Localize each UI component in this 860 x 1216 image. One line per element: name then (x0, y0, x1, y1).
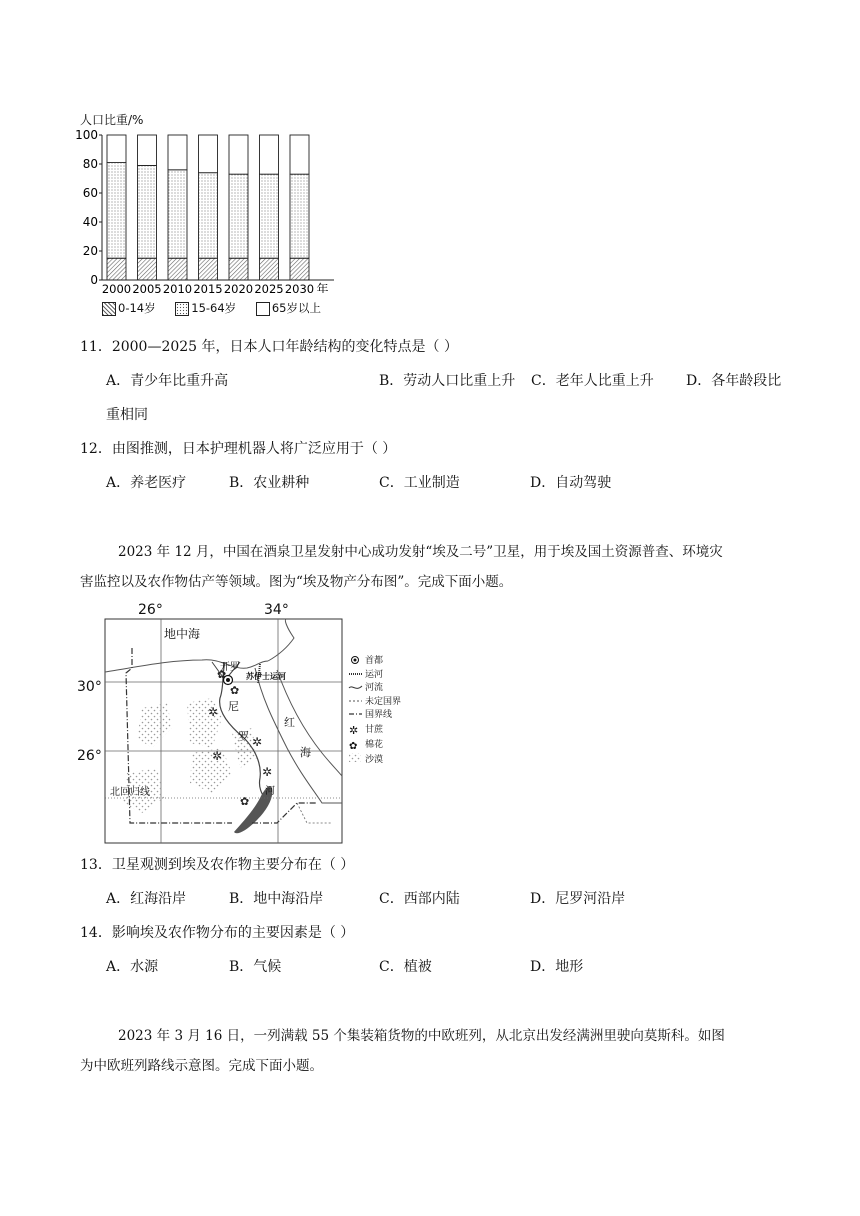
cotton-icon: ✿ (217, 668, 227, 681)
q13-option-b: B．地中海沿岸 (229, 891, 324, 907)
x-axis-unit: 年 (316, 282, 329, 293)
legend-undetermined-border: 未定国界 (365, 697, 402, 707)
label-nile-3: 河 (265, 786, 275, 797)
x-tick-label: 2000 (101, 282, 132, 293)
map-lat-26: 26° (77, 748, 102, 764)
legend-border: 国界线 (365, 710, 393, 720)
legend-desert: 沙漠 (365, 755, 384, 765)
passage-train-line1: 2023 年 3 月 16 日，一列满载 55 个集装箱货物的中欧班列，从北京出发经满洲里驶向莫斯科。如图 (118, 1028, 725, 1044)
question-13-stem: 13．卫星观测到埃及农作物主要分布在（ ） (80, 857, 355, 873)
question-11-stem: 11．2000—2025 年，日本人口年龄结构的变化特点是（ ） (80, 339, 458, 355)
q12-option-c: C．工业制造 (379, 475, 460, 491)
bar-segment-0-14 (138, 258, 157, 280)
x-tick-label: 2020 (223, 282, 254, 293)
legend-item-0-14: 0-14岁 (102, 301, 156, 315)
bar-segment-0-14 (168, 258, 187, 280)
chart-legend (102, 300, 321, 316)
disputed-border (297, 803, 332, 823)
legend-sugarcane-icon: ✲ (349, 724, 359, 737)
sugarcane-icon: ✲ (252, 735, 263, 749)
sinai-coast (268, 619, 294, 661)
q11-option-d: D．各年龄段比 (686, 373, 782, 389)
bar-segment-15-64 (229, 174, 248, 258)
q12-option-b: B．农业耕种 (229, 475, 310, 491)
label-red-sea-2: 海 (300, 746, 311, 759)
legend-cotton-icon: ✿ (349, 741, 358, 752)
y-tick-label: 100 (75, 128, 98, 142)
legend-swatch-15-64 (175, 302, 189, 316)
passage-train-line2: 为中欧班列路线示意图。完成下面小题。 (80, 1058, 323, 1074)
label-mediterranean: 地中海 (164, 627, 201, 641)
label-tropic: 北回归线 (110, 787, 150, 798)
legend-capital-dot (354, 659, 357, 662)
cotton-icon: ✿ (240, 795, 250, 808)
q14-option-c: C．植被 (379, 959, 432, 975)
y-tick-label: 60 (82, 186, 98, 200)
sugarcane-icon: ✲ (208, 705, 219, 719)
desert-area-1 (137, 703, 172, 748)
x-tick-label: 2015 (193, 282, 223, 293)
q12-option-a: A．养老医疗 (106, 475, 187, 491)
question-14-stem: 14．影响埃及农作物分布的主要因素是（ ） (80, 925, 355, 941)
map-legend (349, 654, 401, 765)
q11-option-a: A．青少年比重升高 (106, 373, 229, 389)
y-tick-label: 40 (82, 215, 98, 229)
x-tick-label: 2030 (284, 282, 315, 293)
bar-segment-65plus (260, 135, 279, 174)
egypt-map (72, 598, 422, 848)
bar-segment-65plus (290, 135, 309, 174)
x-tick-label: 2005 (132, 282, 162, 293)
bar-segment-0-14 (229, 258, 248, 280)
bar-segment-0-14 (107, 258, 126, 280)
map-lon-26: 26° (138, 602, 163, 618)
q13-option-a: A．红海沿岸 (106, 891, 187, 907)
map-lon-34: 34° (264, 602, 289, 618)
legend-capital: 首都 (365, 656, 384, 666)
bar-segment-65plus (138, 135, 157, 165)
q11-option-d-continued: 重相同 (106, 407, 148, 423)
x-tick-label: 2010 (162, 282, 193, 293)
bar-segment-0-14 (290, 258, 309, 280)
population-chart-svg (72, 108, 342, 293)
passage-egypt-line2: 害监控以及农作物估产等领域。图为“埃及物产分布图”。完成下面小题。 (80, 574, 513, 590)
bar-segment-15-64 (107, 163, 126, 259)
legend-river-icon (349, 686, 362, 688)
cotton-icon: ✿ (230, 684, 240, 697)
q14-option-a: A．水源 (106, 959, 159, 975)
q14-option-b: B．气候 (229, 959, 282, 975)
y-tick-label: 0 (90, 273, 98, 287)
red-sea-coast (255, 668, 342, 803)
label-suez: 苏伊士运河 (246, 672, 286, 681)
q11-option-c: C．老年人比重上升 (531, 373, 654, 389)
bar-segment-65plus (199, 135, 218, 173)
bar-segment-15-64 (260, 174, 279, 258)
q13-option-c: C．西部内陆 (379, 891, 460, 907)
q14-option-d: D．地形 (530, 959, 584, 975)
bar-segment-65plus (107, 135, 126, 163)
label-nile-2: 罗 (238, 730, 249, 743)
bar-segment-15-64 (168, 170, 187, 258)
sugarcane-icon: ✲ (262, 765, 273, 779)
q13-option-d: D．尼罗河沿岸 (530, 891, 626, 907)
legend-swatch-65plus (256, 302, 270, 316)
egypt-map-svg (72, 598, 422, 848)
bar-segment-15-64 (290, 174, 309, 258)
bar-segment-65plus (229, 135, 248, 174)
y-tick-label: 20 (82, 244, 98, 258)
sugarcane-icon: ✲ (212, 749, 223, 763)
legend-item-15-64: 15-64岁 (175, 301, 236, 315)
capital-cairo-dot (226, 678, 230, 682)
population-chart (72, 108, 342, 318)
bar-segment-65plus (168, 135, 187, 170)
legend-swatch-0-14 (102, 302, 116, 316)
legend-river: 河流 (365, 683, 384, 693)
legend-cotton: 棉花 (365, 740, 384, 750)
label-red-sea-1: 红 (284, 716, 295, 729)
q11-option-b: B．劳动人口比重上升 (379, 373, 516, 389)
legend-desert-icon (349, 753, 361, 762)
y-tick-label: 80 (82, 157, 98, 171)
label-nile-1: 尼 (228, 700, 239, 713)
q12-option-d: D．自动驾驶 (530, 475, 612, 491)
map-lat-30: 30° (77, 679, 102, 695)
bar-segment-15-64 (138, 165, 157, 258)
legend-item-65plus: 65岁以上 (256, 301, 321, 315)
desert-area-3 (190, 748, 232, 793)
question-12-stem: 12．由图推测，日本护理机器人将广泛应用于（ ） (80, 441, 397, 457)
legend-sugarcane: 甘蔗 (365, 725, 384, 735)
x-tick-label: 2025 (254, 282, 284, 293)
bar-segment-0-14 (260, 258, 279, 280)
bar-segment-0-14 (199, 258, 218, 280)
legend-canal: 运河 (365, 670, 384, 680)
chart-ylabel: 人口比重/% (80, 113, 144, 127)
passage-egypt-line1: 2023 年 12 月，中国在酒泉卫星发射中心成功发射“埃及二号”卫星，用于埃及国土资源普查、环境灾 (118, 544, 723, 560)
label-cairo: 开罗 (220, 662, 240, 673)
bar-segment-15-64 (199, 173, 218, 259)
